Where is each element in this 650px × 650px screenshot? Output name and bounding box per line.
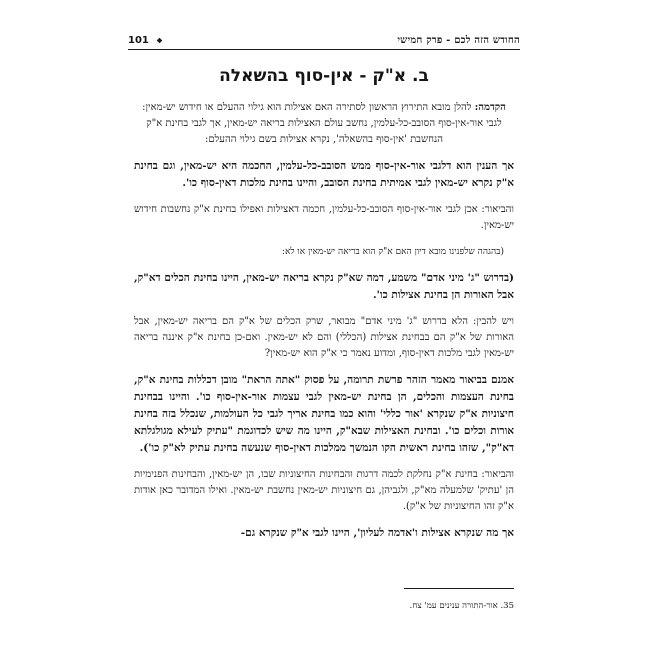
intro-text: להלן מובא התירוץ הראשון לסתירה האם אצילות הוא גילוי ההעלם או חידוש יש-מאין: לגבי אור-אין-סוף הסובב-כל-עלמין, נחשב עולם האצילות בריאה יש-מאין, אך לגבי בחינת א"ק הנחשבת 'אין-סוף בהשאלה', נקרא אצילות בשם גילוי ההעלם:: [142, 102, 502, 145]
page: [128, 28, 520, 626]
running-head-title: החודש הזה לכם - פרק חמישי: [397, 35, 520, 46]
section-title: ב. א"ק - אין-סוף בהשאלה: [219, 66, 429, 86]
paragraph-3: (בדרוש "ג' מיני אדם" משמע, דמה שא"ק נקרא בריאה יש-מאין, היינו בחינת הכלים דא"ק, אבל האורות הן בחינת אצילות כו'.: [134, 272, 514, 301]
ornament-icon: ❖: [156, 36, 163, 45]
running-head: [128, 28, 520, 50]
intro-paragraph: [134, 100, 514, 148]
intro-label: הקדמה:: [474, 102, 506, 113]
page-number-group: [128, 35, 167, 46]
paragraph-2: והביאור: אכן לגבי אור-אין-סוף הסובב-כל-עלמין, חכמה דאצילות ואפילו בחינת א"ק נחשבות חידוש יש-מאין.: [134, 204, 514, 231]
gloss-intro: (בהגהה שלפנינו מובא דיון האם א"ק הוא בריאה יש-מאין או לא:: [281, 247, 504, 257]
paragraph-6: והביאור: בחינת א"ק נחלקת לכמה דרגות והבחינות החיצוניות שבו, הן יש-מאין, והבחינות הפנימיות הן 'עתיק' שלמעלה מא"ק, ולגביהן, גם חיצוניות יש-מאין נחשבת יש-מאין. ואילו המדובר כאן אודות א"ק זהו החיצוניות של א"ק).: [134, 469, 514, 512]
page-number: 101: [128, 35, 149, 46]
body-text: [134, 100, 514, 552]
footnote: 35. אור-התורה ענינים עמ' צח.: [409, 601, 514, 611]
footnote-text: אור-התורה ענינים עמ' צח.: [409, 601, 498, 611]
paragraph-1: אך הענין הוא דלגבי אור-אין-סוף ממש הסובב-כל-עלמין, החכמה היא יש-מאין, וגם בחינת א"ק נקרא יש-מאין לגבי אמיתית בחינת הסובב, והיינו בחינת מלכות דאין-סוף כו'.: [134, 160, 515, 189]
paragraph-7: אך מה שנקרא אצילות ו'אדמה לעליון', היינו לגבי א"ק שנקרא גם-: [240, 527, 514, 539]
paragraph-4: ויש להבין: הלא בדרוש "ג' מיני אדם" מבואר, שרק הכלים של א"ק הם בריאה יש-מאין, אבל האורות של א"ק הם בבחינת אצילות (הכללי) והם לא יש-מאין. ואם-כן בחינת א"ק איננה בריאה יש-מאין לגבי מלכות דאין-סוף, ומדוע נאמר כי א"ק הוא יש-מאין?: [134, 316, 514, 359]
paragraph-5: אמנם בביאור מאמר הזהר פרשת תרומה, על פסוק "אתה הראת" מובן דכללות בחינת א"ק, בחינת העצמות והכלים, הן בחינת יש-מאין לגבי עצמות אור-אין-סוף כו'. והיינו בבחינת חיצוניות א"ק שנקרא 'אור כללי' והוא כמו בחינת אריך לגבי כל העולמות, שנכלל בזה בחינת אורות וכלים כו'. ובחינת האצילות שבא"ק, היינו מה שיש לכדוגמת "עתיק לעילא מגולגלתא דא"ק", שזהו בחינת ראשית הקו הנמשך ממלכות דאין-סוף שנעשה בחינת עתיק לא"ק כו').: [134, 374, 514, 454]
footnote-divider: [404, 588, 514, 589]
footnote-number: 35: [503, 601, 514, 611]
